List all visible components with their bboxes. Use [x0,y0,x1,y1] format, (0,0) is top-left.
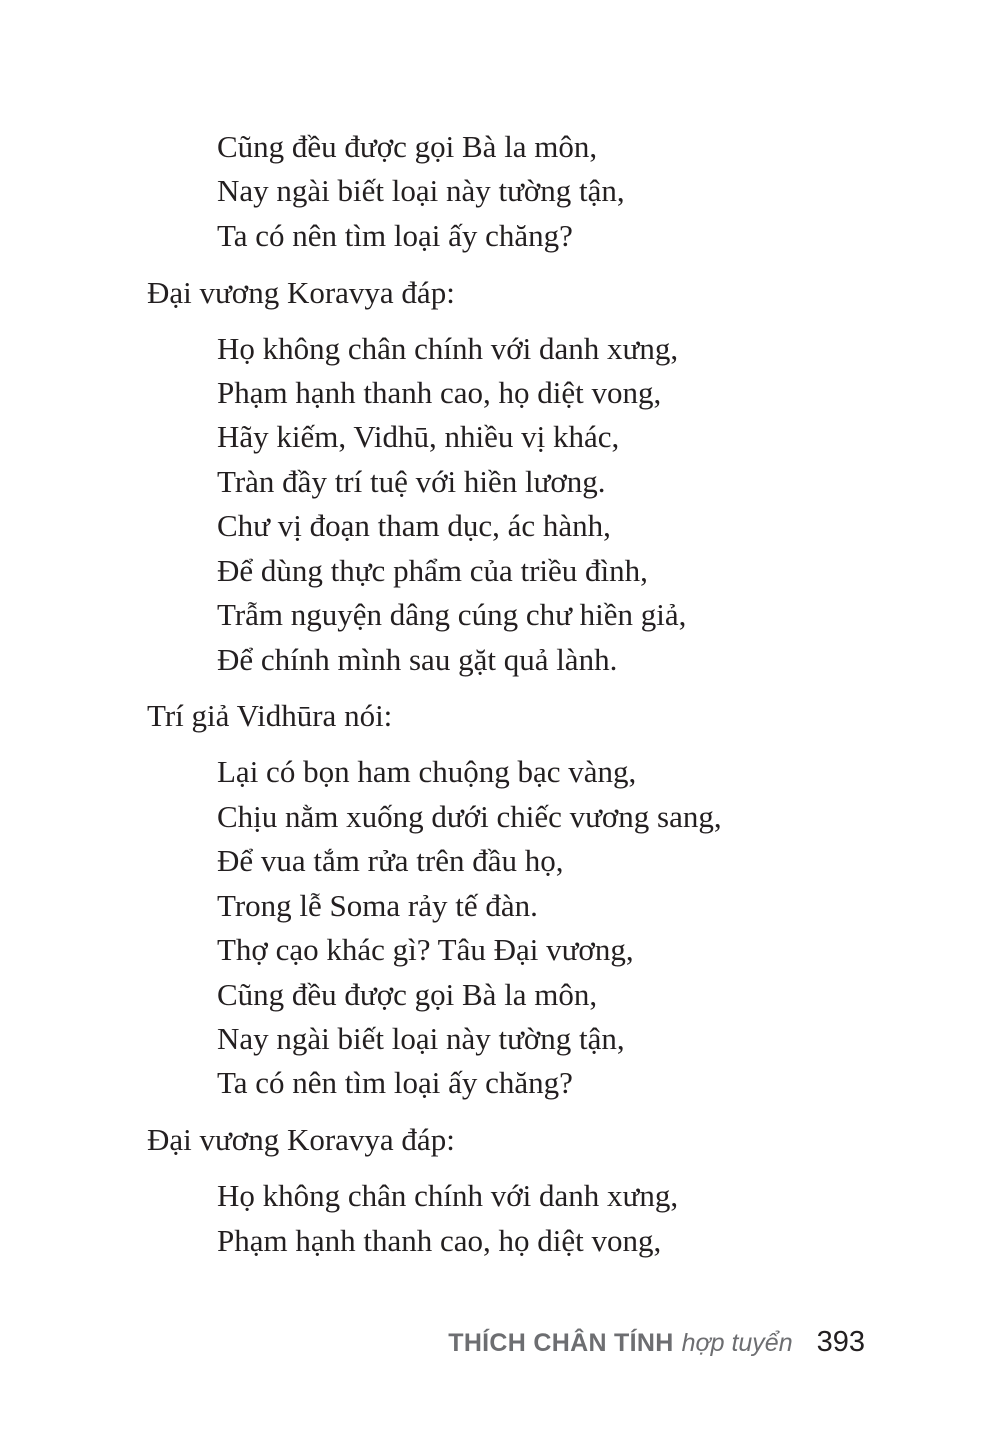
verse-line: Trong lễ Soma rảy tế đàn. [217,888,538,923]
verse-line: Tràn đầy trí tuệ với hiền lương. [217,464,606,499]
verse-line: Nay ngài biết loại này tường tận, [217,1021,625,1056]
verse-line: Để vua tắm rửa trên đầu họ, [217,843,564,878]
speaker-line-2: Trí giả Vidhūra nói: [147,698,393,733]
verse-line: Để chính mình sau gặt quả lành. [217,642,618,677]
verse-line: Phạm hạnh thanh cao, họ diệt vong, [217,1223,662,1258]
verse-line: Họ không chân chính với danh xưng, [217,331,679,366]
verse-line: Chịu nằm xuống dưới chiếc vương sang, [217,799,722,834]
footer-author: THÍCH CHÂN TÍNH [448,1329,674,1357]
verse-line: Trẫm nguyện dâng cúng chư hiền giả, [217,597,687,632]
verse-line: Để dùng thực phẩm của triều đình, [217,553,648,588]
verse-line: Nay ngài biết loại này tường tận, [217,173,625,208]
verse-line: Cũng đều được gọi Bà la môn, [217,129,598,164]
page-number: 393 [816,1326,865,1358]
verse-line: Hãy kiếm, Vidhū, nhiều vị khác, [217,419,620,454]
verse-line: Phạm hạnh thanh cao, họ diệt vong, [217,375,662,410]
speaker-line-3: Đại vương Koravya đáp: [147,1122,455,1157]
verse-line: Ta có nên tìm loại ấy chăng? [217,218,573,253]
verse-line: Chư vị đoạn tham dục, ác hành, [217,508,611,543]
speaker-line-1: Đại vương Koravya đáp: [147,275,455,310]
verse-line: Lại có bọn ham chuộng bạc vàng, [217,754,637,789]
verse-line: Ta có nên tìm loại ấy chăng? [217,1065,573,1100]
footer-subtitle: hợp tuyển [681,1329,793,1357]
verse-line: Thợ cạo khác gì? Tâu Đại vương, [217,932,634,967]
verse-line: Họ không chân chính với danh xưng, [217,1178,679,1213]
running-footer [448,1326,865,1370]
verse-line: Cũng đều được gọi Bà la môn, [217,977,598,1012]
